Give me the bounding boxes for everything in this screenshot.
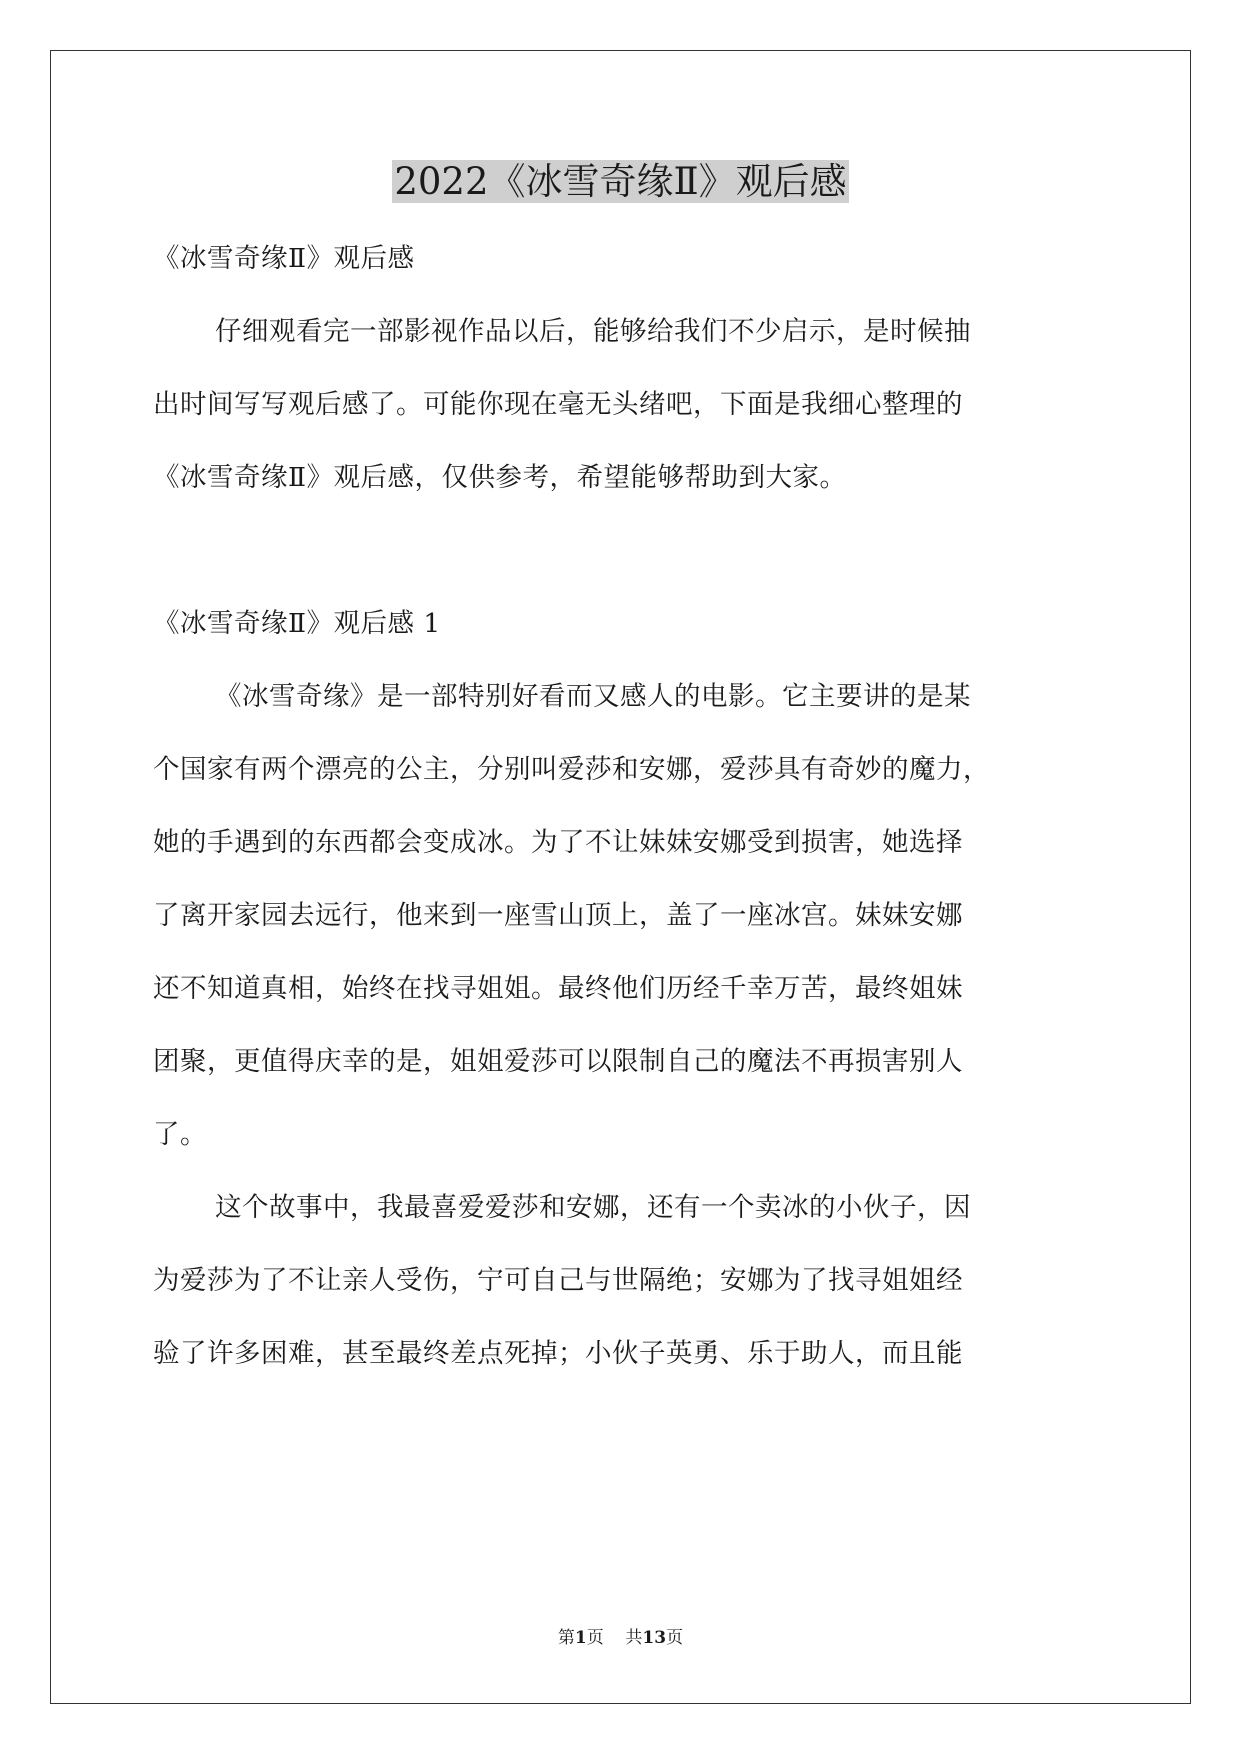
title-text: 《冰雪奇缘Ⅱ》观后感 [488, 160, 847, 203]
total-pages: 13 [642, 1628, 667, 1648]
page-number: 1 [574, 1628, 587, 1648]
paragraph-line: 还不知道真相，始终在找寻姐姐。最终他们历经千幸万苦，最终姐妹 [153, 973, 963, 1004]
paragraph-line: 为爱莎为了不让亲人受伤，宁可自己与世隔绝；安娜为了找寻姐姐经 [153, 1265, 963, 1296]
section-heading: 《冰雪奇缘Ⅱ》观后感 1 [153, 608, 441, 639]
paragraph-line: 了。 [153, 1119, 207, 1150]
paragraph-line: 验了许多困难，甚至最终差点死掉；小伙子英勇、乐于助人，而且能 [153, 1338, 963, 1369]
document-title [0, 154, 1241, 210]
paragraph-line: 团聚，更值得庆幸的是，姐姐爱莎可以限制自己的魔法不再损害别人 [153, 1046, 963, 1077]
page-border [50, 50, 1191, 1704]
intro-line: 《冰雪奇缘Ⅱ》观后感，仅供参考，希望能够帮助到大家。 [153, 462, 847, 493]
paragraph-line: 她的手遇到的东西都会变成冰。为了不让妹妹安娜受到损害，她选择 [153, 827, 963, 858]
paragraph-line: 《冰雪奇缘》是一部特别好看而又感人的电影。它主要讲的是某 [215, 681, 971, 712]
page-footer [0, 1626, 1241, 1650]
subtitle: 《冰雪奇缘Ⅱ》观后感 [153, 243, 415, 274]
page-label-suffix: 页 [586, 1628, 604, 1648]
page-label-prefix: 第 [557, 1628, 575, 1648]
intro-line: 出时间写写观后感了。可能你现在毫无头绪吧，下面是我细心整理的 [153, 389, 963, 420]
intro-line: 仔细观看完一部影视作品以后，能够给我们不少启示，是时候抽 [215, 316, 971, 347]
title-year: 2022 [394, 160, 489, 203]
title-highlight [392, 160, 848, 203]
total-label-prefix: 共 [625, 1628, 643, 1648]
paragraph-line: 这个故事中，我最喜爱爱莎和安娜，还有一个卖冰的小伙子，因 [215, 1192, 971, 1223]
paragraph-line: 了离开家园去远行，他来到一座雪山顶上，盖了一座冰宫。妹妹安娜 [153, 900, 963, 931]
total-label-suffix: 页 [666, 1628, 684, 1648]
paragraph-line: 个国家有两个漂亮的公主，分别叫爱莎和安娜，爱莎具有奇妙的魔力， [153, 754, 990, 785]
